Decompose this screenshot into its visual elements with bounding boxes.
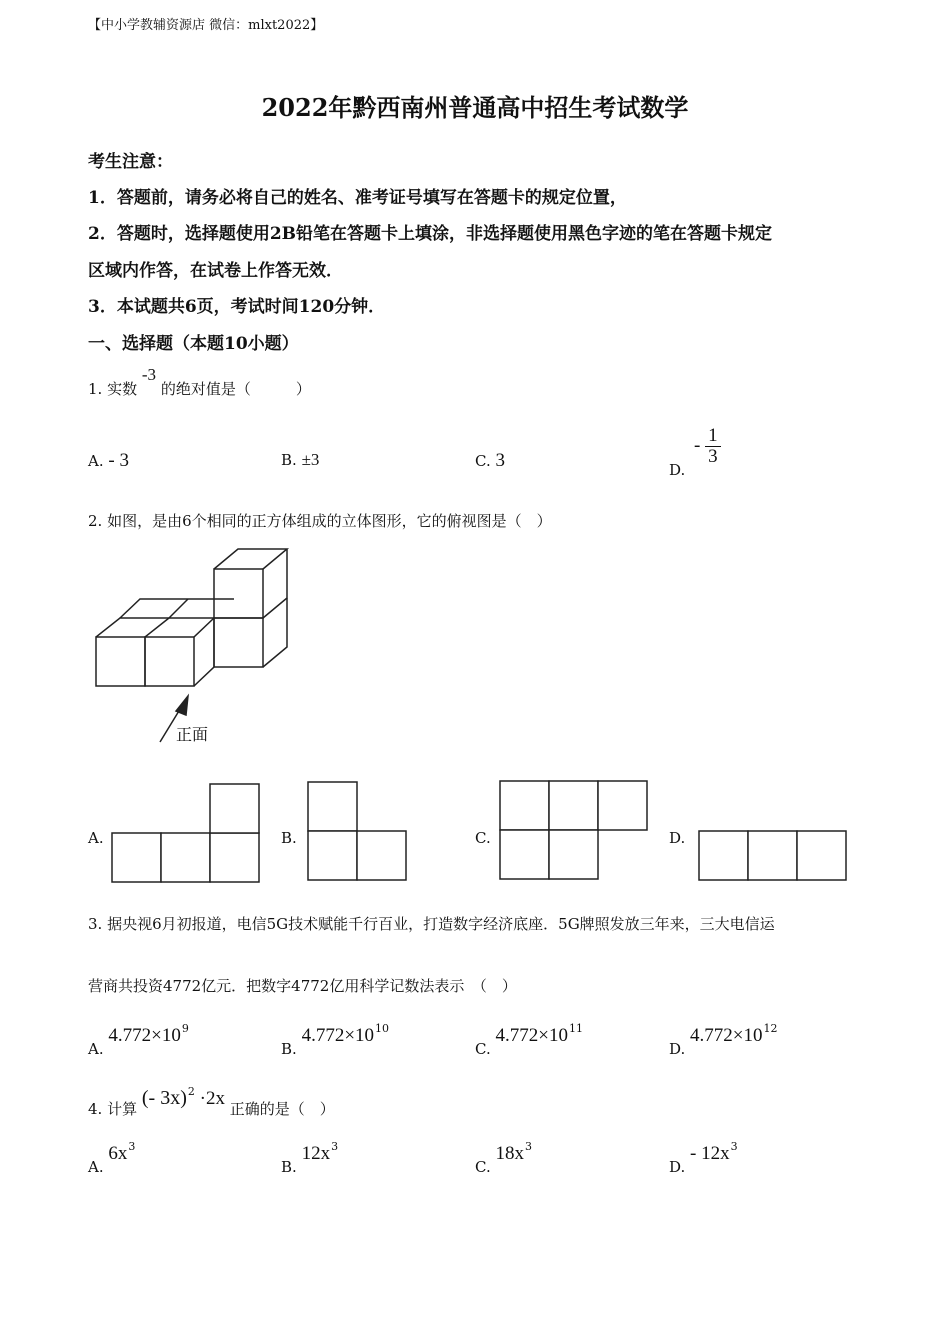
page-header: 【中小学教辅资源店 微信：mlxt2022】 [88,18,324,33]
option-exponent: 3 [128,1140,136,1153]
q4-option-b [281,1140,339,1176]
arrow-head [176,696,188,715]
option-label: B. [281,1158,297,1176]
q4-expression-exponent: 2 [187,1085,195,1098]
cube-face [214,618,263,667]
notice-item-2-line-2: 区域内作答，在试卷上作答无效． [88,261,343,281]
q4-stem [88,1085,335,1118]
square [500,830,549,879]
q1-suffix: 的绝对值是（ ） [160,380,311,398]
option-value: ±3 [301,450,320,469]
q3-option-c [475,1022,583,1058]
cube-face [145,637,194,686]
square [699,831,748,880]
notice-item-3: 3．本试题共6页，考试时间120分钟． [88,297,386,317]
square [748,831,797,880]
q2-option-a-label: A. [88,829,104,847]
q1-prefix: 1. 实数 [88,380,138,398]
square [598,781,647,830]
option-label: A. [88,1158,104,1176]
q2-solid-figure [90,545,300,750]
q1-option-b [281,450,319,470]
q4-suffix: 正确的是（ ） [229,1100,335,1118]
q2-option-d-label: D. [669,829,686,847]
square [357,831,406,880]
option-label: A. [88,452,104,470]
q3-stem-line-1: 3. 据央视6月初报道，电信5G技术赋能千行百业，打造数字经济底座．5G牌照发放三年来，三大电信运 [88,915,775,933]
cube-edge [194,618,214,637]
q4-option-a [88,1140,136,1176]
option-value: - 3 [108,450,129,471]
square [797,831,846,880]
q1-option-a [88,450,129,472]
option-label: C. [475,1158,491,1176]
notice-item-2-line-1: 2．答题时，选择题使用2B铅笔在答题卡上填涂，非选择题使用黑色字迹的笔在答题卡规定 [88,224,773,244]
option-exponent: 9 [181,1022,189,1035]
option-label: C. [475,452,491,470]
option-label: D. [669,1040,686,1058]
notice-heading: 考生注意： [88,152,173,172]
square [549,781,598,830]
q1-option-c [475,450,505,472]
cube-edge [145,618,169,637]
cube-edge [169,599,188,618]
q2-option-c-figure [498,779,652,883]
option-exponent: 12 [763,1022,778,1035]
fraction [705,426,721,467]
option-term: 12x [301,1143,331,1164]
square [308,782,357,831]
q4-prefix: 4. 计算 [88,1100,138,1118]
option-label: D. [669,460,686,479]
q3-option-b [281,1022,390,1058]
square [210,833,259,882]
q1-option-d [669,425,721,479]
q1-stem [88,365,311,399]
q4-option-c [475,1140,532,1176]
cube-face [214,569,263,618]
cube-edge [120,599,234,618]
fraction-denominator: 3 [708,446,718,467]
q3-stem-line-2: 营商共投资4772亿元．把数字4772亿用科学记数法表示 （ ） [88,977,517,995]
option-term: 6x [108,1143,128,1164]
option-base: 4.772×10 [495,1025,568,1046]
q2-option-b-label: B. [281,829,297,847]
q2-stem: 2. 如图，是由6个相同的正方体组成的立体图形，它的俯视图是（ ） [88,512,552,530]
option-base: 4.772×10 [690,1025,763,1046]
option-exponent: 11 [568,1022,583,1035]
option-exponent: 3 [331,1140,339,1153]
page-title: 2022年黔西南州普通高中招生考试数学 [261,93,689,122]
square [112,833,161,882]
option-label: C. [475,1040,491,1058]
option-base: 4.772×10 [108,1025,181,1046]
square [210,784,259,833]
square [308,831,357,880]
q3-option-a [88,1022,189,1058]
square [549,830,598,879]
q1-expression: -3 [141,365,157,384]
q2-option-d-figure [697,829,851,884]
option-label: D. [669,1158,686,1176]
q4-expression-tail: ·2x [199,1088,225,1109]
option-term: 18x [495,1143,524,1164]
q2-option-c-label: C. [475,829,491,847]
q4-expression-base: (- 3x) [141,1087,187,1109]
q2-option-b-figure [306,780,410,884]
option-base: 4.772×10 [301,1025,375,1046]
option-exponent: 3 [525,1140,532,1153]
q3-option-d [669,1022,778,1058]
option-exponent: 10 [375,1022,390,1035]
notice-item-1: 1．答题前，请务必将自己的姓名、准考证号填写在答题卡的规定位置， [88,188,627,208]
option-value: 3 [495,450,505,471]
fraction-numerator: 1 [705,426,721,447]
section-heading: 一、选择题（本题10小题） [88,334,299,354]
option-label: A. [88,1040,104,1058]
square [161,833,210,882]
cube-edge [214,549,287,569]
q2-option-a-figure [110,782,264,886]
q4-option-d [669,1140,738,1176]
option-exponent: 3 [730,1140,738,1153]
option-term: - 12x [690,1143,730,1164]
cube-face [96,637,145,686]
square [500,781,549,830]
option-label: B. [281,451,297,469]
front-label: 正面 [176,725,209,744]
option-label: B. [281,1040,297,1058]
fraction-sign: - [694,434,701,456]
